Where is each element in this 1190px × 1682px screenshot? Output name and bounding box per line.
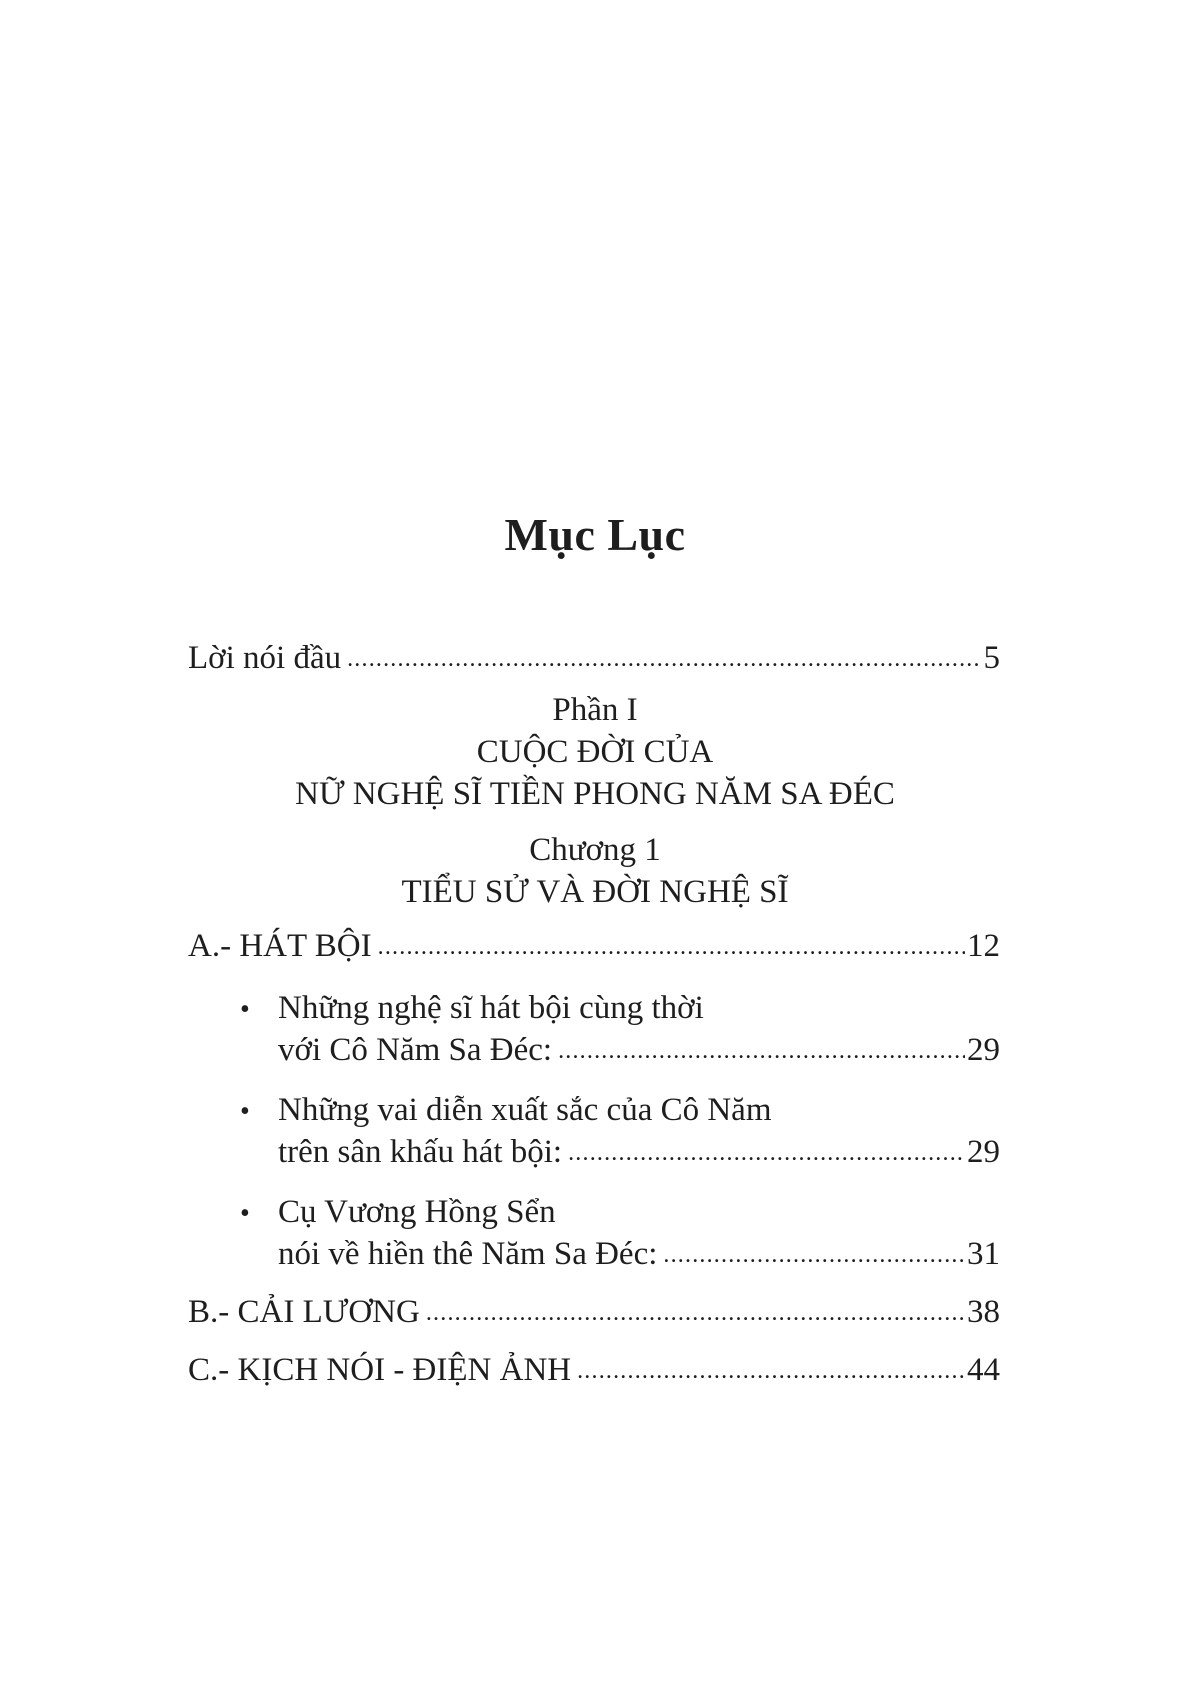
- dot-leader: [568, 1133, 965, 1173]
- bullet-icon: •: [240, 1198, 250, 1229]
- chapter-title: TIỂU SỬ VÀ ĐỜI NGHỆ SĨ: [401, 874, 789, 910]
- toc-entry-page: 44: [967, 1352, 1000, 1388]
- bullet-icon: •: [240, 994, 250, 1025]
- part-title-line-1: CUỘC ĐỜI CỦA: [476, 734, 714, 770]
- page-title: Mục Lục: [504, 509, 686, 560]
- part-number: Phần I: [552, 692, 638, 728]
- toc-entry-preface: [188, 638, 1000, 678]
- toc-entry-page: 12: [967, 928, 1000, 964]
- toc-entry-label: C.- KỊCH NÓI - ĐIỆN ẢNH: [188, 1352, 572, 1388]
- toc-entry-label: Lời nói đầu: [188, 640, 342, 676]
- toc-entry-page: 38: [967, 1294, 1000, 1330]
- toc-entry-label: trên sân khấu hát bội:: [278, 1134, 563, 1170]
- dot-leader: [663, 1235, 965, 1275]
- toc-entry-label: với Cô Năm Sa Đéc:: [278, 1032, 553, 1068]
- dot-leader: [426, 1293, 965, 1333]
- part-title-line-2: NỮ NGHỆ SĨ TIỀN PHONG NĂM SA ĐÉC: [295, 776, 895, 812]
- bullet-icon: •: [240, 1096, 250, 1127]
- subitem-line-1: Cụ Vương Hồng Sển: [278, 1194, 556, 1230]
- subitem-line-1: Những nghệ sĩ hát bội cùng thời: [278, 990, 704, 1026]
- toc-entry-section-b: [188, 1292, 1000, 1332]
- toc-entry-label: B.- CẢI LƯƠNG: [188, 1294, 420, 1330]
- toc-entry-page: 29: [967, 1134, 1000, 1170]
- toc-entry-page: 31: [967, 1236, 1000, 1272]
- dot-leader: [347, 639, 981, 679]
- dot-leader: [558, 1031, 965, 1071]
- toc-entry-page: 5: [983, 640, 1000, 676]
- toc-entry-label: A.- HÁT BỘI: [188, 928, 372, 964]
- chapter-number: Chương 1: [529, 832, 661, 868]
- dot-leader: [577, 1351, 965, 1391]
- dot-leader: [378, 927, 965, 967]
- toc-subentry: [278, 1030, 1000, 1070]
- toc-entry-section-a: [188, 926, 1000, 966]
- subitem-line-1: Những vai diễn xuất sắc của Cô Năm: [278, 1092, 772, 1128]
- toc-entry-page: 29: [967, 1032, 1000, 1068]
- toc-subentry: [278, 1132, 1000, 1172]
- toc-entry-label: nói về hiền thê Năm Sa Đéc:: [278, 1236, 658, 1272]
- toc-entry-section-c: [188, 1350, 1000, 1390]
- toc-subentry: [278, 1234, 1000, 1274]
